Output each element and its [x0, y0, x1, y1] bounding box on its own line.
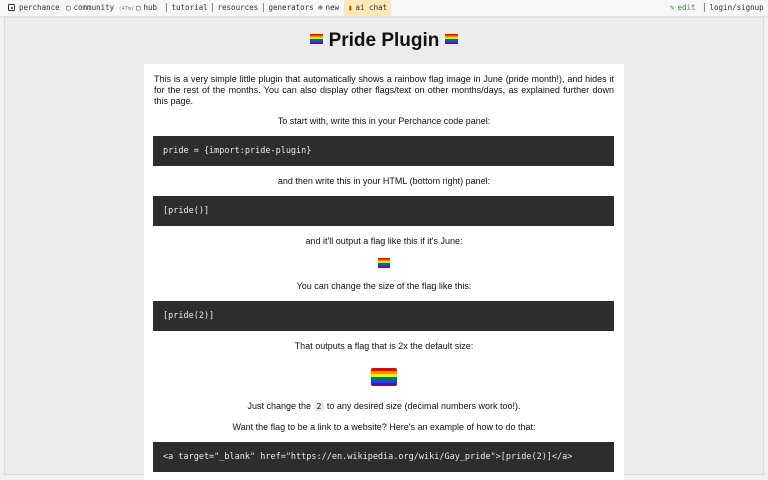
step1-text: To start with, write this in your Perchance code panel: [277, 116, 491, 126]
rainbow-flag-icon [445, 34, 458, 44]
size-explanation [154, 401, 614, 412]
ai-chat-label: ai chat [355, 3, 388, 12]
community-link[interactable] [66, 0, 134, 16]
page-title [0, 30, 768, 52]
community-count: (47m) [118, 6, 134, 12]
logo-label: perchance [19, 3, 60, 12]
code-block-pride-size[interactable]: [pride(2)] [153, 301, 614, 331]
resources-icon: │ [210, 3, 215, 12]
login-signup-link[interactable] [702, 0, 764, 16]
hub-label: hub [143, 3, 158, 12]
plus-icon: ⊕ [318, 3, 323, 12]
size-value-code: 2 [314, 402, 325, 411]
generators-link[interactable] [261, 0, 314, 16]
resources-link[interactable] [210, 0, 258, 16]
rainbow-flag-icon [310, 34, 323, 44]
pencil-icon: ✎ [670, 3, 675, 12]
rainbow-flag-icon [378, 258, 390, 268]
step6-text: Want the flag to be a link to a website? Here's an example of how to do that: [232, 422, 536, 432]
step4-text: You can change the size of the flag like this: [296, 281, 472, 291]
community-label: community [73, 3, 115, 12]
user-icon: │ [702, 3, 707, 12]
code-block-import[interactable]: pride = {import:pride-plugin} [153, 136, 614, 166]
tutorial-link[interactable] [164, 0, 208, 16]
chat-icon: ▮ [348, 3, 353, 12]
step3-text: and it'll output a flag like this if it's June: [305, 236, 463, 246]
hub-icon: ▢ [136, 3, 141, 12]
new-label: new [325, 3, 340, 12]
rainbow-flag-large-icon [371, 368, 397, 386]
edit-label: edit [677, 3, 696, 12]
intro-paragraph: This is a very simple little plugin that automatically shows a rainbow flag image in June (pride month!), and hides it for the rest of the months. You can also display other flags/text on other months/days, as explained further down this page. [154, 74, 614, 106]
code-block-pride-call[interactable]: [pride()] [153, 196, 614, 226]
generators-icon: │ [261, 3, 266, 12]
step2-text: and then write this in your HTML (bottom right) panel: [277, 176, 491, 186]
new-generator-link[interactable] [318, 0, 339, 16]
size-pre-text: Just change the [247, 401, 312, 411]
resources-label: resources [217, 3, 259, 12]
login-label: login/signup [709, 3, 764, 12]
content-card [144, 64, 624, 480]
book-icon: │ [164, 3, 169, 12]
people-icon: ▢ [66, 3, 71, 12]
generators-label: generators [268, 3, 314, 12]
size-post-text: to any desired size (decimal numbers work too!). [326, 401, 521, 411]
tutorial-label: tutorial [171, 3, 208, 12]
perchance-home-link[interactable] [8, 0, 60, 16]
hub-link[interactable] [136, 0, 157, 16]
dice-icon [8, 4, 15, 11]
page-title-text: Pride Plugin [328, 30, 440, 51]
step5-text: That outputs a flag that is 2x the default size: [294, 341, 474, 351]
top-navigation-bar [0, 0, 768, 17]
code-block-link-example[interactable]: <a target="_blank" href="https://en.wikipedia.org/wiki/Gay_pride">[pride(2)]</a> [153, 442, 614, 472]
edit-button[interactable] [670, 0, 696, 16]
ai-chat-link[interactable] [344, 0, 391, 16]
